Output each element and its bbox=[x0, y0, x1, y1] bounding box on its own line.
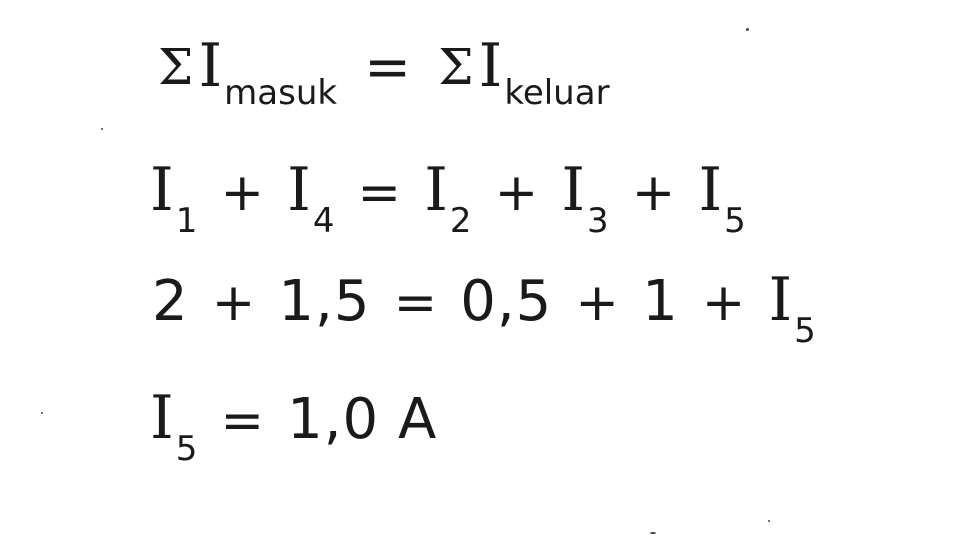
scan-speck bbox=[41, 412, 43, 414]
plus-sign: + bbox=[631, 163, 676, 223]
current-symbol: I bbox=[150, 383, 174, 453]
value-1-5: 1,5 bbox=[278, 269, 371, 334]
current-symbol: I bbox=[768, 265, 793, 335]
subscript-2: 2 bbox=[449, 201, 472, 241]
scan-speck bbox=[101, 128, 103, 130]
result-value: 1,0 A bbox=[287, 387, 438, 452]
scan-speck bbox=[746, 28, 749, 31]
current-symbol: I bbox=[287, 155, 311, 225]
value-0-5: 0,5 bbox=[460, 269, 553, 334]
current-symbol: I bbox=[561, 155, 586, 225]
sigma-symbol: Σ bbox=[158, 38, 194, 96]
plus-sign: + bbox=[575, 273, 619, 333]
plus-sign: + bbox=[220, 163, 265, 223]
subscript-keluar: keluar bbox=[504, 73, 610, 113]
current-symbol: I bbox=[698, 155, 723, 225]
current-symbol: I bbox=[150, 155, 174, 225]
equals-sign: = bbox=[220, 391, 265, 451]
subscript-masuk: masuk bbox=[224, 73, 338, 113]
current-symbol: I bbox=[478, 31, 503, 101]
sigma-symbol: Σ bbox=[438, 38, 474, 96]
plus-sign: + bbox=[494, 163, 539, 223]
value-2: 2 bbox=[152, 269, 189, 334]
subscript-5: 5 bbox=[724, 201, 746, 241]
subscript-3: 3 bbox=[587, 201, 609, 241]
current-symbol: I bbox=[424, 155, 448, 225]
equation-line-currents bbox=[150, 155, 746, 241]
equation-line-kirchhoff bbox=[158, 31, 610, 113]
equals-sign: = bbox=[364, 35, 412, 100]
value-1: 1 bbox=[642, 269, 679, 334]
equation-line-values bbox=[152, 265, 816, 351]
subscript-5: 5 bbox=[175, 429, 198, 469]
scan-speck bbox=[768, 520, 770, 522]
current-symbol: I bbox=[198, 31, 223, 101]
plus-sign: + bbox=[701, 273, 746, 333]
equals-sign: = bbox=[393, 273, 438, 333]
scan-speck bbox=[650, 532, 656, 534]
subscript-4: 4 bbox=[312, 201, 335, 241]
subscript-5: 5 bbox=[794, 311, 816, 351]
equation-line-result bbox=[150, 383, 438, 469]
subscript-1: 1 bbox=[175, 201, 198, 241]
equals-sign: = bbox=[357, 163, 402, 223]
plus-sign: + bbox=[211, 273, 256, 333]
